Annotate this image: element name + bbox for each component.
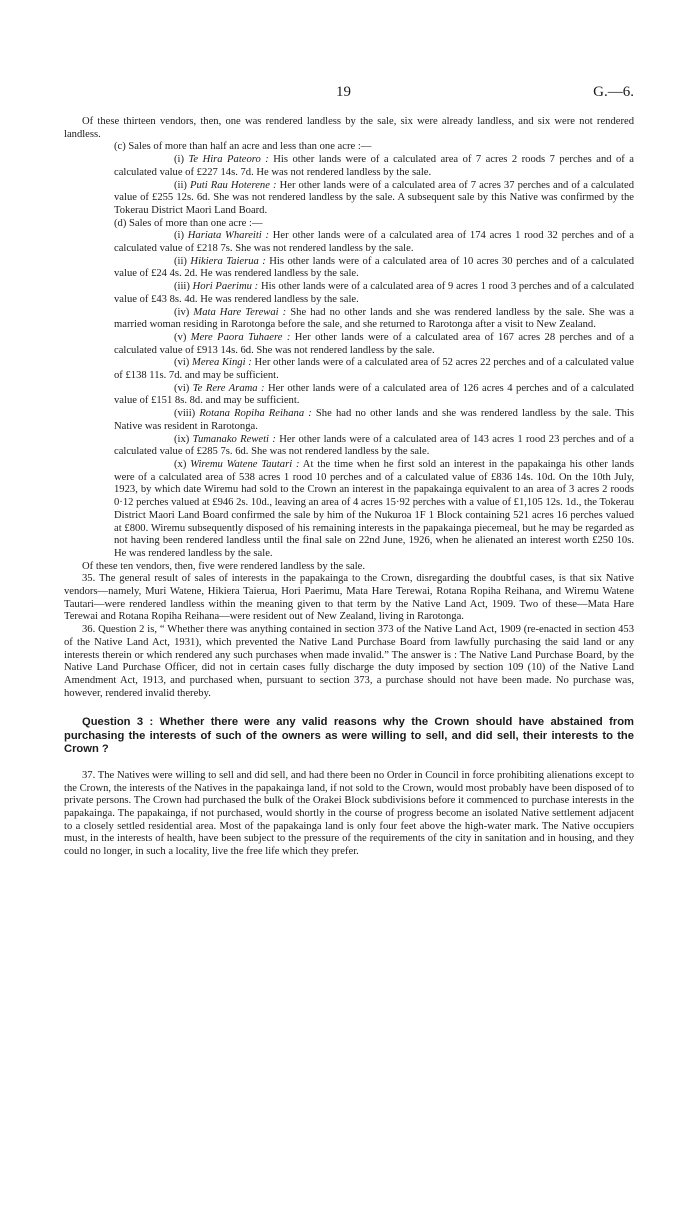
section-d-item: [64, 434, 634, 459]
item-number: (i): [174, 230, 184, 242]
section-c-heading: (c) Sales of more than half an acre and less than one acre :—: [114, 141, 372, 153]
item-text: His other lands were of a calculated area of 9 acres 1 rood 3 perches and of a calculated value of £43 8s. 4d. He was rendered landless by the sale.: [114, 281, 634, 305]
section-d-item: [64, 408, 634, 433]
item-number: (v): [174, 331, 187, 343]
item-text: She had no other lands and she was rendered landless by the sale. This Native was resident in Rarotonga.: [114, 408, 634, 432]
closing-d-paragraph: Of these ten vendors, then, five were rendered landless by the sale.: [82, 560, 365, 572]
paragraph-37: 37. The Natives were willing to sell and did sell, and had there been no Order in Council in force prohibiting alienations except to the Crown, the interests of the Natives in the papakainga land, if not sold to the Crown, would most probably have been disposed of to private persons. The Crown had purchased the bulk of the Orakei Block subdivisions before it commenced to purchase interests in the papakainga. The papakainga, if not purchased, would shortly in the course of progress become an isolated Native settlement adjacent to a closely settled residential area. Most of the papakainga land is only four feet above the high-water mark. The Native occupiers must, in the interests of health, have been subject to the pressure of the requirements of the city in sanitation and in housing, and they could no longer, in such a locality, live the free life which they prefer.: [64, 769, 634, 858]
item-number: (vi): [174, 382, 190, 394]
item-text: His other lands were of a calculated area of 7 acres 2 roods 7 perches and of a calculated value of £227 14s. 7d. He was not rendered landless by the sale.: [114, 154, 635, 178]
section-c-list: [64, 154, 634, 218]
item-number: (iv): [174, 306, 190, 318]
section-c-item: [64, 180, 634, 218]
item-number: (ii): [174, 179, 187, 191]
document-reference: G.—6.: [593, 84, 634, 100]
document-body: [64, 116, 634, 700]
vendor-name: Rotana Ropiha Reihana :: [199, 408, 312, 420]
vendor-name: Puti Rau Hoterene :: [190, 179, 277, 191]
section-d-item: [64, 230, 634, 255]
item-text: She had no other lands and she was rendered landless by the sale. She was a married woman residing in Rarotonga before the sale, and she returned to Rarotonga after a visit to New Zealand.: [114, 306, 634, 331]
item-number: (ix): [174, 433, 190, 445]
document-page: [64, 84, 634, 859]
vendor-name: Mata Hare Terewai :: [193, 306, 287, 318]
item-text: At the time when he first sold an interest in the papakainga his other lands were of a calculated area of 538 acres 1 rood 10 perches and of a calculated value of £836 14s. 10d. On the 10th July, 1923, by which date Wiremu had sold to the Crown an interest in the papakainga equivalent to an area of 3 acres 2 roods 0·12 perches valued at £946 2s. 10d., leaving an area of 4 acres 15·92 perches with a value of £1,105 12s. 1d., the Tokerau District Maori Land Board confirmed the sale by him of the Nukuroa 1F 1 Block containing 521 acres 16 perches valued at £800. Wiremu subsequently disposed of his remaining interests in the papakainga piecemeal, but he may be regarded as not having been rendered landless until the final sale on 22nd June, 1926, when he alienated an interest worth £250 10s. He was rendered landless by the sale.: [114, 458, 635, 559]
section-d-item: [64, 256, 634, 281]
item-number: (i): [174, 154, 184, 166]
item-number: (ii): [174, 255, 187, 267]
vendor-name: Mere Paora Tuhaere :: [190, 331, 291, 343]
vendor-name: Te Rere Arama :: [192, 382, 265, 394]
section-d-item: [64, 307, 634, 332]
section-d-item: [64, 357, 634, 382]
paragraph-36: 36. Question 2 is, “ Whether there was anything contained in section 373 of the Native Land Act, 1909 (re-enacted in section 453 of the Native Land Act, 1931), which prevented the Native Land Purchase Board from lawfully purchasing the said land or any interests therein or which rendered any such purchases when made invalid.” The answer is : The Native Land Purchase Board, by the Native Land Purchase Officer, did not in certain cases fully discharge the duty imposed by section 109 (10) of the Native Land Amendment Act, 1913, and purchased when, pursuant to section 373, a purchase should not have been made. No purchase was, however, rendered invalid thereby.: [64, 624, 634, 699]
vendor-name: Hikiera Taierua :: [190, 255, 266, 267]
page-number: 19: [336, 84, 351, 100]
vendor-name: Hori Paerimu :: [192, 281, 259, 293]
section-d-list: [64, 230, 634, 560]
item-number: (x): [174, 458, 187, 470]
vendor-name: Wiremu Watene Tautari :: [190, 458, 300, 470]
vendor-name: Tumanako Reweti :: [192, 433, 276, 445]
item-text: Her other lands were of a calculated area of 52 acres 22 perches and of a calculated value of £138 11s. 7d. and may be sufficient.: [114, 357, 634, 382]
vendor-name: Te Hira Pateoro :: [188, 154, 269, 166]
item-number: (viii): [174, 408, 196, 420]
section-d-item: [64, 332, 634, 357]
item-text: Her other lands were of a calculated area of 126 acres 4 perches and of a calculated value of £151 8s. 8d. and may be sufficient.: [114, 382, 634, 407]
item-text: Her other lands were of a calculated area of 174 acres 1 rood 32 perches and of a calculated value of £218 7s. She was not rendered landless by the sale.: [114, 230, 634, 255]
page-header: [64, 84, 634, 110]
paragraph-35: 35. The general result of sales of interests in the papakainga to the Crown, disregarding the doubtful cases, is that six Native vendors—namely, Muri Watene, Hikiera Taierua, Hori Paerimu, Mata Hare Terewai, Rotana Ropiha Reihana, and Wiremu Watene Tautari—were rendered landless within the meaning given to that term by the Native Land Act, 1909. Two of these—Mata Hare Terewai and Rotana Ropiha Reihana—were resident out of New Zealand, living in Rarotonga.: [64, 573, 634, 623]
section-c-item: [64, 154, 634, 179]
item-text: Her other lands were of a calculated area of 7 acres 37 perches and of a calculated value of £255 12s. 6d. She was not rendered landless by the sale. A subsequent sale by this Native was confirmed by the Tokerau District Maori Land Board.: [114, 179, 634, 216]
item-text: Her other lands were of a calculated area of 167 acres 28 perches and of a calculated value of £913 14s. 6d. She was not rendered landless by the sale.: [114, 331, 634, 356]
section-d-heading: (d) Sales of more than one acre :—: [114, 217, 263, 229]
item-text: Her other lands were of a calculated area of 143 acres 1 rood 23 perches and of a calculated value of £285 7s. 6d. She was not rendered landless by the sale.: [114, 433, 635, 458]
intro-paragraph: Of these thirteen vendors, then, one was rendered landless by the sale, six were already landless, and six were not rendered landless.: [64, 116, 634, 140]
item-text: His other lands were of a calculated area of 10 acres 30 perches and of a calculated value of £24 4s. 2d. He was rendered landless by the sale.: [114, 255, 635, 280]
section-d-item: [64, 459, 634, 561]
section-d-item: [64, 383, 634, 408]
item-number: (vi): [174, 357, 190, 369]
item-number: (iii): [174, 281, 190, 293]
vendor-name: Merea Kingi :: [192, 357, 252, 369]
question-3-heading: [64, 716, 634, 756]
document-body-2: [64, 770, 634, 859]
question-3-text: Question 3 : Whether there were any valid reasons why the Crown should have abstained from purchasing the interests of such of the owners as were willing to sell, and did sell, their interests to the Crown ?: [64, 716, 634, 755]
section-d-item: [64, 281, 634, 306]
vendor-name: Hariata Whareiti :: [187, 230, 269, 242]
